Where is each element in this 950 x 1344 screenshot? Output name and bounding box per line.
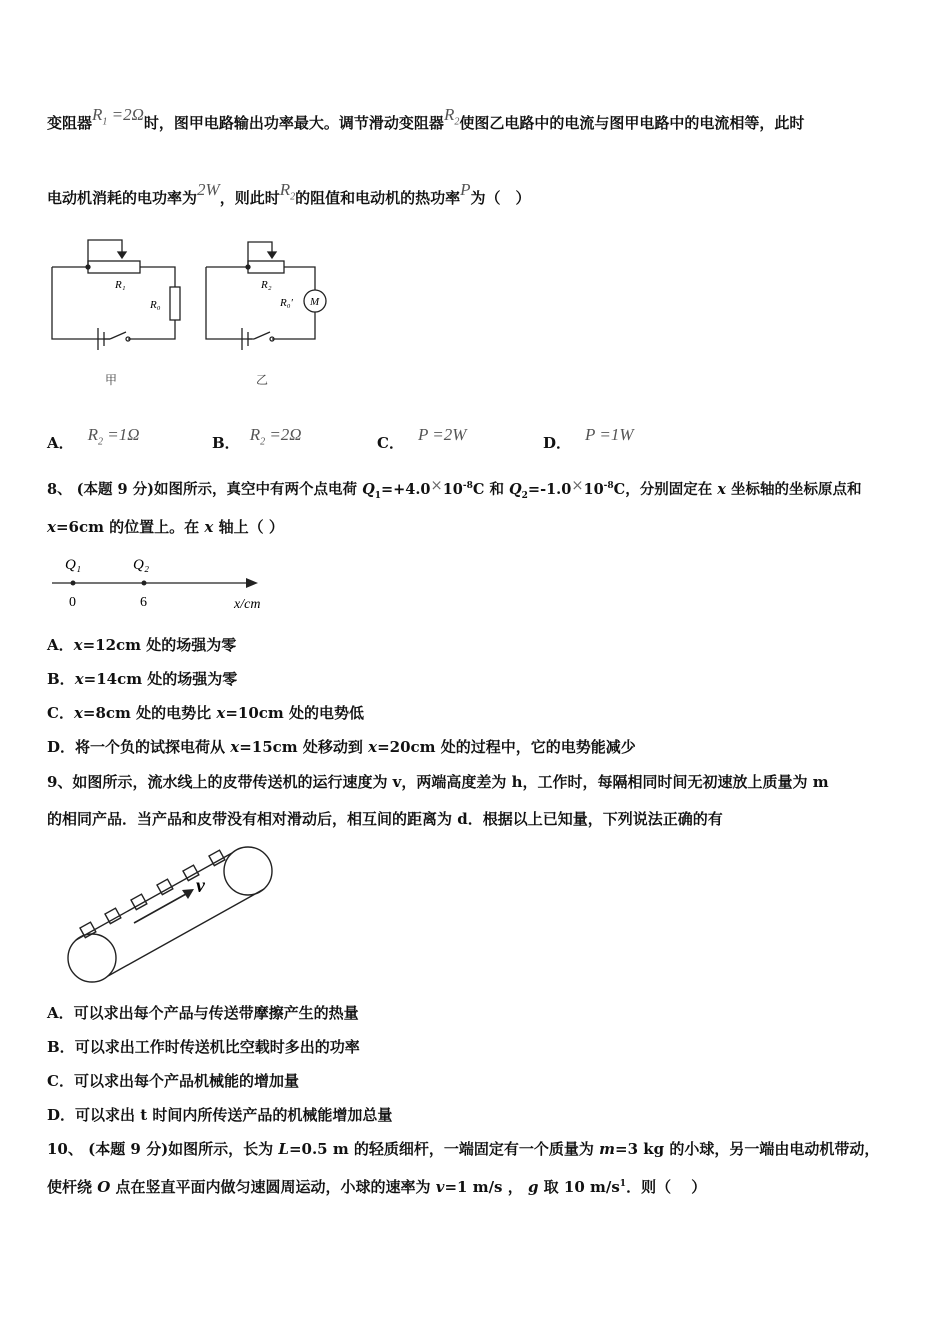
conveyor-figure xyxy=(62,838,282,988)
right-r2-label: R₂ xyxy=(261,279,272,291)
q7-option-a[interactable]: A． $R_2 =1\Omega$ xyxy=(47,425,140,452)
q9-option-c[interactable]: C．可以求出每个产品机械能的增加量 xyxy=(47,1072,299,1090)
math-r2: $R_2$ xyxy=(279,180,296,203)
q9-stem-line1: 9、如图所示，流水线上的皮带传送机的运行速度为 v，两端高度差为 h，工作时，每隔相同时间无初速放上质量为 m xyxy=(47,773,829,791)
axis-arrow xyxy=(246,578,258,588)
q10-stem-line1: 10、 (本题 9 分)如图所示，长为 L=0.5 m 的轻质细杆，一端固定有一个质量为 m=3 kg 的小球，另一端由电动机带动， xyxy=(47,1140,880,1158)
velocity-arrowhead xyxy=(182,889,194,899)
tick-6: 6 xyxy=(140,595,147,610)
q2-point xyxy=(142,581,147,586)
q9-stem-line2: 的相同产品．当产品和皮带没有相对滑动后，相互间的距离为 d．根据以上已知量，下列说法正确的有 xyxy=(47,810,723,828)
q8-option-b[interactable]: B．x=14cm 处的场强为零 xyxy=(47,670,238,688)
caption-jia: 甲 xyxy=(105,373,118,387)
belt-top xyxy=(76,853,232,940)
circuit-right xyxy=(206,242,326,350)
q1-point xyxy=(71,581,76,586)
math-r1-eq: $R_1 =2\Omega$ xyxy=(92,105,144,128)
q8-option-a[interactable]: A．x=12cm 处的场强为零 xyxy=(47,636,237,654)
velocity-arrow xyxy=(134,894,186,923)
q7-stem-line1: 变阻器$R_1 =2\Omega$时，图甲电路输出功率最大。调节滑动变阻器$R_2$使图乙电路中的电流与图甲电路中的电流相等，此时 xyxy=(47,105,805,132)
q9-option-a[interactable]: A．可以求出每个产品与传送带摩擦产生的热量 xyxy=(47,1004,359,1022)
q7-option-d[interactable]: D． P =1W xyxy=(543,425,634,452)
circuit-left xyxy=(52,240,180,350)
charge-axis-figure xyxy=(48,552,278,614)
q7-stem-line2: 电动机消耗的电功率为2W，则此时$R_2$的阻值和电动机的热功率P为（ ） xyxy=(47,180,531,207)
motor-label: M xyxy=(310,296,320,308)
left-r1-label: R₁ xyxy=(115,279,126,291)
q9-option-b[interactable]: B．可以求出工作时传送机比空载时多出的功率 xyxy=(47,1038,360,1056)
q10-stem-line2: 使杆绕 O 点在竖直平面内做匀速圆周运动，小球的速率为 v=1 m/s ， g 取 10 $m/s^1$．则（ ） xyxy=(47,1178,707,1196)
q9-option-d[interactable]: D．可以求出 t 时间内所传送产品的机械能增加总量 xyxy=(47,1106,393,1124)
q8-option-c[interactable]: C．x=8cm 处的电势比 x=10cm 处的电势低 xyxy=(47,704,364,722)
math-p: P xyxy=(460,180,471,199)
circuit-figure xyxy=(40,232,340,397)
q8-stem-line2: x=6cm 的位置上。在 x 轴上（ ） xyxy=(47,518,284,536)
q8-stem-line1: 8、 (本题 9 分)如图所示，真空中有两个点电荷 $Q_1=+4.0\times 10^{-8}C$ 和 $Q_2=-1.0\times 10^{-8}C$，分别固定在 x 坐标轴的坐标原点和 xyxy=(47,478,862,501)
q2-label: Q₂ xyxy=(133,557,150,573)
q1-label: Q₁ xyxy=(65,557,82,573)
q7-option-b[interactable]: B． $R_2 =2\Omega$ xyxy=(212,425,302,452)
left-r0-label: R₀ xyxy=(150,299,161,311)
right-r0-label: R₀′ xyxy=(280,297,293,309)
math-r2: $R_2$ xyxy=(443,105,460,128)
tick-0: 0 xyxy=(69,595,76,610)
axis-label: x/cm xyxy=(234,597,261,612)
q7-option-c[interactable]: C． P =2W xyxy=(377,425,467,452)
caption-yi: 乙 xyxy=(256,373,269,387)
math-2w: 2W xyxy=(197,180,220,199)
q8-option-d[interactable]: D．将一个负的试探电荷从 x=15cm 处移动到 x=20cm 处的过程中，它的电势能减少 xyxy=(47,738,636,756)
velocity-label: v xyxy=(196,875,205,897)
